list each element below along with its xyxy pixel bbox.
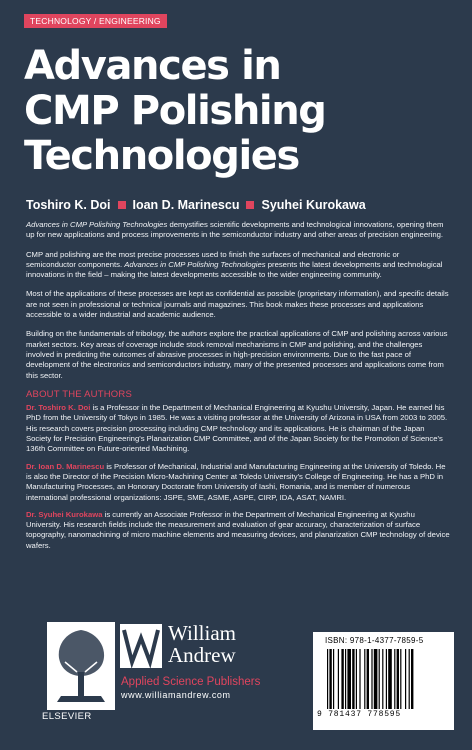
blurb-paragraph: Building on the fundamentals of tribology, the authors explore the practical applications of CMP and polishing across various market sectors. Key areas of coverage include stock removal mechanisms in CMP and polishing, and the challenges involved in predicting the outcomes of abrasive processes in high-precision environments. Due to the fast pace of development of the electronics and semiconductors industry, many of the presented processes and applications come from this sector. [26,329,448,380]
publisher-url: www.williamandrew.com [121,690,231,700]
book-title-italic: Advances in CMP Polishing Technologies [26,220,168,229]
bio-name: Dr. Toshiro K. Doi [26,403,91,413]
category-label: TECHNOLOGY / ENGINEERING [24,14,167,28]
barcode-bar [411,649,413,709]
bio-text: is Professor of Mechanical, Industrial and Manufacturing Engineering at the University of Toledo. He is also the Director of the Precision Micro-Machining Center at Toledo University's College of Engineering. He has a PhD in Manufacturing Processes, an Honorary Doctorate from University of Iashi, Romania, and is member of numerous international professional organizations: JSPE, SME, ASME, ASPE, CIRP, IDA, ASAT, NAMRI. [26,461,446,502]
publisher-name [168,622,236,666]
bio-text: is a Professor in the Department of Mechanical Engineering at Kyushu University, Japan. He earned his PhD from the University of Tokyo in 1985. He was a visiting professor at the University of Arizona in USA from 2003 to 2005. His research covers precision processing including CMP technology and its applications. He is chairman of the Japan Society for Precision Engineering's Planarization CMP Committee, and of the Japan Society for the Promotion of Science's 136th Committee on Future-oriented Machining. [26,403,448,454]
author-bio [26,510,450,551]
bio-name: Dr. Syuhei Kurokawa [26,509,103,519]
barcode-bar [382,649,383,709]
barcode-bar [394,649,395,709]
barcode-panel [313,632,454,730]
blurb-paragraph [26,220,450,241]
barcode-bar [388,649,392,709]
barcode-bar [400,649,401,709]
paragraph-text: demystifies scientific developments and technological innovations, opening them up for new applications and process improvements in the semiconductor industry and other areas of precision engineering. [26,220,444,240]
william-andrew-logo [120,624,162,668]
barcode-bar [374,649,378,709]
barcode-bar [371,649,372,709]
book-title [24,44,454,179]
isbn-label: ISBN: 978-1-4377-7859-5 [325,636,424,645]
barcode-number: 9 781437 778595 [317,710,402,719]
about-authors-heading: ABOUT THE AUTHORS [26,388,132,400]
author-bio [26,462,450,503]
barcode-bar [386,649,387,709]
barcode-bar [359,649,360,709]
author-name: Toshiro K. Doi [26,198,111,212]
author-bio [26,403,450,454]
author-name: Ioan D. Marinescu [132,198,240,212]
barcode-bar [352,649,354,709]
separator-square-icon [118,201,126,209]
paragraph-text: presents the latest developments and technological innovations in the field – making the latest developments accessible to the wider engineering community. [26,259,443,280]
publisher-name-line-2: Andrew [168,643,236,667]
barcode-bar [379,649,380,709]
elsevier-label: ELSEVIER [42,711,92,722]
barcode-bar [405,649,406,709]
elsevier-tree-logo [47,622,115,710]
title-line-3: Technologies [24,133,299,179]
barcode-bar [347,649,351,709]
tree-icon [47,622,115,710]
book-title-italic: Advances in CMP Polishing Technologies [124,259,266,269]
barcode-bar [364,649,365,709]
bio-text: is currently an Associate Professor in the Department of Mechanical Engineering at Kyushu University. His research fields include the measurement and evaluation of gear accuracy, characterization of surface topography, nanomachining of micro machine elements and measuring devices, and planarization CMP technology of device wafers. [26,509,450,550]
barcode-bar [333,649,334,709]
publisher-name-line-1: William [168,621,236,645]
barcode-bar [329,649,331,709]
separator-square-icon [246,201,254,209]
barcode-bar [345,649,346,709]
author-name: Syuhei Kurokawa [261,198,366,212]
barcode-icon [327,649,441,709]
barcode-bar [356,649,357,709]
barcode-bar [327,649,328,709]
blurb-paragraph: Most of the applications of these processes are kept as confidential as possible (proprietary information), and specific details are not seen in professional or technical journals and magazines. This book makes these processes and applications accessible to a wider industrial and academic audience. [26,289,449,320]
barcode-bar [338,649,339,709]
author-list [26,198,456,212]
wa-monogram-icon [120,624,162,668]
barcode-bar [367,649,369,709]
title-line-2: CMP Polishing [24,88,326,134]
paragraph-text: CMP and polishing are the most precise processes used to finish the surfaces of mechanical and electronic or semiconductor components. [26,249,400,269]
barcode-bar [409,649,410,709]
blurb-paragraph [26,250,450,281]
title-line-1: Advances in [24,43,281,89]
barcode-bar [397,649,399,709]
publisher-subtitle: Applied Science Publishers [121,676,261,688]
bio-name: Dr. Ioan D. Marinescu [26,461,105,471]
barcode-bar [341,649,343,709]
blurb [26,220,450,558]
